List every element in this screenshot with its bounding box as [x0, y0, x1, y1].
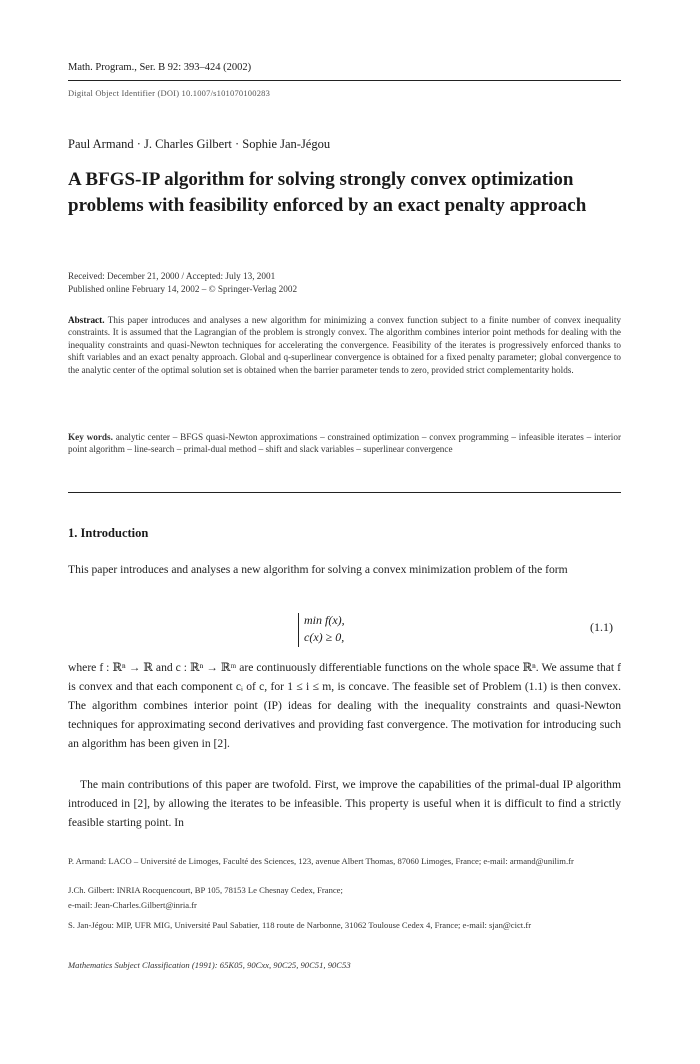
keywords-label: Key words. — [68, 432, 113, 442]
footnote-gilbert-email: e-mail: Jean-Charles.Gilbert@inria.fr — [68, 900, 197, 910]
author-list: Paul Armand · J. Charles Gilbert · Sophie Jan-Jégou — [68, 137, 331, 151]
equation-constraint: c(x) ≥ 0, — [304, 630, 345, 644]
publication-dates — [68, 270, 297, 296]
footnote-jan-jegou: S. Jan-Jégou: MIP, UFR MIG, Université Paul Sabatier, 118 route de Narbonne, 31062 Toulouse Cedex 4, France; e-mail: sjan@cict.fr — [68, 920, 532, 930]
intro-paragraph-2: where f : ℝⁿ → ℝ and c : ℝⁿ → ℝᵐ are continuously differentiable functions on the whole space ℝⁿ. We assume that f is convex and that each component cᵢ of c, for 1 ≤ i ≤ m, is concave. The feasible set of Problem (1.1) is then convex. The algorithm combines interior point (IP) ideas for dealing with the inequality constraints and quasi-Newton techniques for approximating second derivatives and providing fast convergence. The motivation for introducing such an algorithm has been given in [2]. — [68, 661, 621, 750]
doi-line: Digital Object Identifier (DOI) 10.1007/s101070100283 — [68, 88, 271, 98]
keywords-text: analytic center – BFGS quasi-Newton approximations – constrained optimization – convex programming – infeasible iterates – interior point algorithm – line-search – primal-dual method – shift and slack variables – superlinear convergence — [68, 432, 622, 455]
equation-number: (1.1) — [590, 620, 613, 634]
paper-title: A BFGS-IP algorithm for solving strongly convex optimization problems with feasibility enforced by an exact penalty approach — [68, 169, 587, 216]
equation-brace — [298, 613, 299, 647]
journal-citation: Math. Program., Ser. B 92: 393–424 (2002) — [68, 62, 252, 73]
intro-paragraph-1: This paper introduces and analyses a new algorithm for solving a convex minimization problem of the form — [68, 563, 568, 576]
abstract — [68, 314, 621, 376]
footnote-armand: P. Armand: LACO – Université de Limoges, Faculté des Sciences, 123, avenue Albert Thomas, 87060 Limoges, France; e-mail: armand@unilim.fr — [68, 856, 574, 866]
abstract-text: This paper introduces and analyses a new algorithm for minimizing a convex function subject to a finite number of convex inequality constraints. It is assumed that the Lagrangian of the problem is strongly convex. The algorithm combines interior point methods for dealing with the inequality constraints and quasi-Newton techniques for accelerating the convergence. Feasibility of the iterates is progressively enforced thanks to shift variables and an exact penalty approach. Global and q-superlinear convergence is obtained for a fixed penalty parameter; global convergence to the analytic center of the optimal solution set is obtained when the barrier parameter tends to zero, provided strict complementarity holds. — [68, 315, 621, 375]
keywords — [68, 431, 621, 456]
equation-1-1 — [304, 612, 345, 646]
msc-classification: Mathematics Subject Classification (1991): 65K05, 90Cxx, 90C25, 90C51, 90C53 — [68, 960, 351, 970]
abstract-label: Abstract. — [68, 315, 105, 325]
footnote-gilbert: J.Ch. Gilbert: INRIA Rocquencourt, BP 105, 78153 Le Chesnay Cedex, France; — [68, 885, 343, 895]
received-line: Received: December 21, 2000 / Accepted: July 13, 2001 — [68, 271, 276, 281]
section-heading: 1. Introduction — [68, 526, 149, 540]
equation-objective: min f(x), — [304, 613, 345, 627]
header-rule — [68, 80, 621, 81]
intro-paragraph-3: The main contributions of this paper are twofold. First, we improve the capabilities of the primal-dual IP algorithm introduced in [2], by allowing the iterates to be infeasible. This property is useful when it is difficult to find a strictly feasible starting point. In — [68, 778, 621, 829]
published-line: Published online February 14, 2002 – © Springer-Verlag 2002 — [68, 284, 298, 294]
section-rule — [68, 492, 621, 493]
